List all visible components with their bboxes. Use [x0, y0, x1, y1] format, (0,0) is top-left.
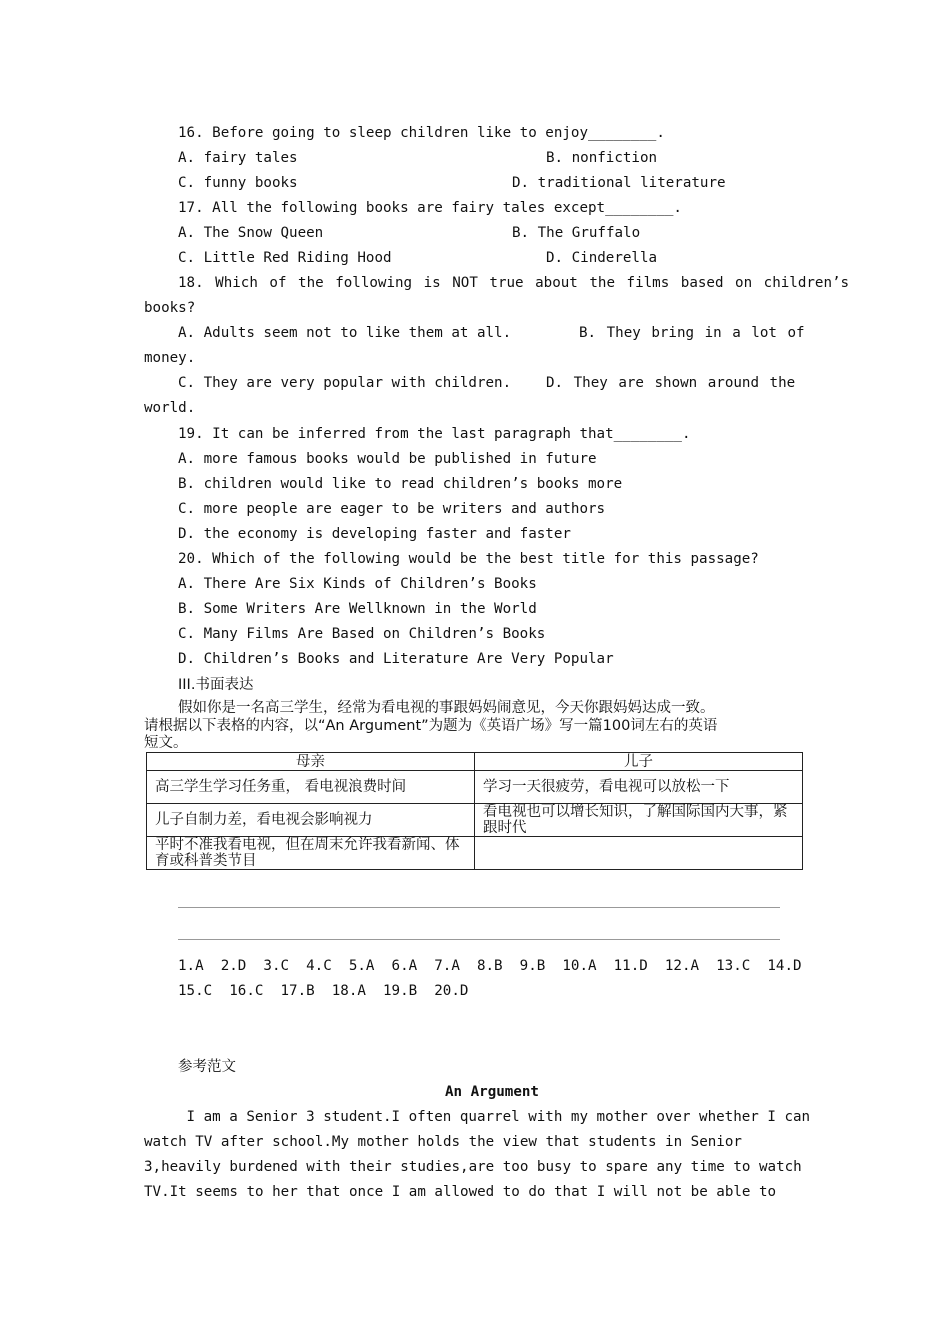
q19-option-b: B. children would like to read children’s books more: [178, 476, 623, 492]
table-row: [147, 837, 803, 870]
writing-prompt-line3: 短文。: [144, 735, 188, 751]
q16-stem: 16. Before going to sleep children like to enjoy________.: [178, 125, 665, 141]
q18-stem-cont: books?: [144, 300, 196, 316]
q16-option-c: C. funny books: [178, 175, 298, 191]
model-essay-line: watch TV after school.My mother holds the view that students in Senior: [144, 1134, 742, 1150]
q19-stem: 19. It can be inferred from the last paragraph that________.: [178, 426, 691, 442]
q19-option-a: A. more famous books would be published in future: [178, 451, 597, 467]
model-essay-title: An Argument: [445, 1084, 539, 1100]
q18-stem: 18. Which of the following is NOT true about the films based on children’s: [178, 275, 850, 291]
model-essay-line: 3,heavily burdened with their studies,are too busy to spare any time to watch: [144, 1159, 802, 1175]
model-essay-line: I am a Senior 3 student.I often quarrel with my mother over whether I can: [178, 1109, 811, 1125]
header-mother: 母亲: [147, 753, 475, 771]
writing-line-1: [178, 907, 780, 908]
model-essay-label: 参考范文: [178, 1059, 236, 1075]
q18-option-a: A. Adults seem not to like them at all.: [178, 325, 512, 341]
q17-option-d: D. Cinderella: [546, 250, 658, 266]
table-cell: 学习一天很疲劳，看电视可以放松一下: [475, 771, 803, 804]
q17-option-b: B. The Gruffalo: [512, 225, 641, 241]
model-essay-line: TV.It seems to her that once I am allowed to do that I will not be able to: [144, 1184, 777, 1200]
q18-option-c: C. They are very popular with children.: [178, 375, 512, 391]
q18-option-d: D. They are shown around the: [546, 375, 796, 391]
q18-option-b-cont: money.: [144, 350, 196, 366]
q16-option-a: A. fairy tales: [178, 150, 298, 166]
q20-stem: 20. Which of the following would be the best title for this passage?: [178, 551, 759, 567]
header-son: 儿子: [475, 753, 803, 771]
q17-option-a: A. The Snow Queen: [178, 225, 324, 241]
q18-option-b: B. They bring in a lot of: [579, 325, 805, 341]
q19-option-d: D. the economy is developing faster and faster: [178, 526, 571, 542]
table-cell: 儿子自制力差，看电视会影响视力: [147, 804, 475, 837]
q20-option-a: A. There Are Six Kinds of Children’s Books: [178, 576, 537, 592]
writing-line-2: [178, 939, 780, 940]
table-cell: 高三学生学习任务重， 看电视浪费时间: [147, 771, 475, 804]
table-cell: 平时不准我看电视，但在周末允许我看新闻、体育或科普类节目: [147, 837, 475, 870]
table-header-row: [147, 753, 803, 771]
q17-stem: 17. All the following books are fairy tales except________.: [178, 200, 682, 216]
q16-option-d: D. traditional literature: [512, 175, 726, 191]
table-cell: [475, 837, 803, 870]
writing-prompt-line1: 假如你是一名高三学生，经常为看电视的事跟妈妈闹意见，今天你跟妈妈达成一致。: [178, 700, 715, 716]
answer-key-line1: 1.A 2.D 3.C 4.C 5.A 6.A 7.A 8.B 9.B 10.A 11.D 12.A 13.C 14.D: [178, 958, 802, 974]
q16-option-b: B. nonfiction: [546, 150, 658, 166]
table-row: [147, 804, 803, 837]
q20-option-d: D. Children’s Books and Literature Are Very Popular: [178, 651, 614, 667]
table-row: [147, 771, 803, 804]
writing-heading: III.书面表达: [178, 677, 254, 693]
argument-table: [146, 752, 803, 870]
writing-prompt-line2: 请根据以下表格的内容，以“An Argument”为题为《英语广场》写一篇100词左右的英语: [144, 718, 718, 734]
table-cell: 看电视也可以增长知识，了解国际国内大事，紧跟时代: [475, 804, 803, 837]
answer-key-line2: 15.C 16.C 17.B 18.A 19.B 20.D: [178, 983, 469, 999]
q17-option-c: C. Little Red Riding Hood: [178, 250, 392, 266]
q19-option-c: C. more people are eager to be writers and authors: [178, 501, 606, 517]
q20-option-b: B. Some Writers Are Wellknown in the World: [178, 601, 537, 617]
q20-option-c: C. Many Films Are Based on Children’s Books: [178, 626, 546, 642]
q18-option-d-cont: world.: [144, 400, 196, 416]
